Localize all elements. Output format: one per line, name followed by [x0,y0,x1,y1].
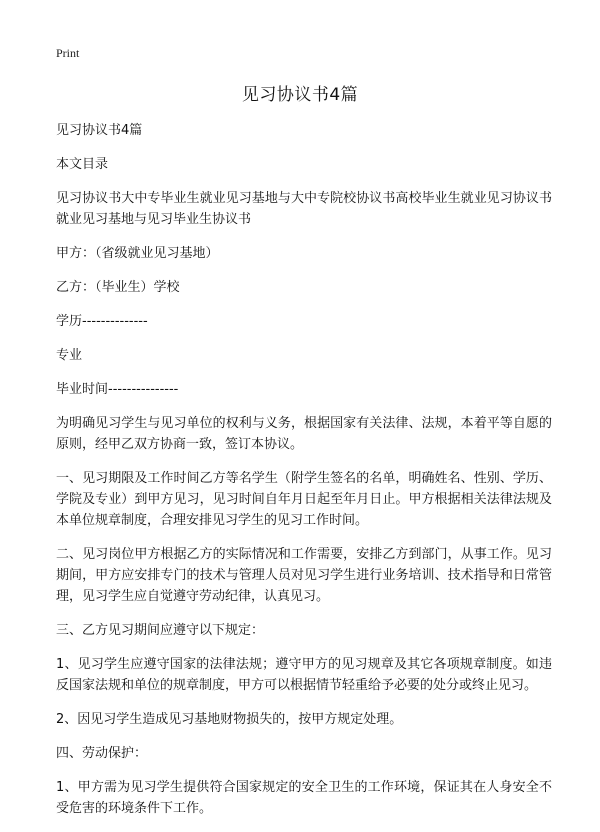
paragraph-clause-4-heading: 四、劳动保护： [56,746,148,761]
paragraph-clause-1: 一、见习期限及工作时间乙方等名学生（附学生签名的名单，明确姓名、性别、学历、学院及专业）到甲方见习，见习时间自年月日起至年月日止。甲方根据相关法律法规及本单位规章制度，合理安排见习学生的见习工作时间。 [56,471,552,528]
paragraph-graduation-time: 毕业时间--------------- [56,382,179,397]
print-link[interactable]: Print [56,46,80,60]
paragraph-clause-4-item-1: 1、甲方需为见习学生提供符合国家规定的安全卫生的工作环境，保证其在人身安全不受危害的环境条件下工作。 [56,780,552,816]
paragraph-party-a: 甲方：（省级就业见习基地） [56,246,219,261]
paragraph-clause-3-item-1: 1、见习学生应遵守国家的法律法规；遵守甲方的见习规章及其它各项规章制度。如违反国家法规和单位的规章制度，甲方可以根据情节轻重给予必要的处分或终止见习。 [56,657,552,693]
document-title: 见习协议书4篇 [241,85,359,105]
paragraph-clause-3-item-2: 2、因见习学生造成见习基地财物损失的，按甲方规定处理。 [56,712,403,727]
paragraph-toc-label: 本文目录 [56,157,109,172]
paragraph-clause-2: 二、见习岗位甲方根据乙方的实际情况和工作需要，安排乙方到部门，从事工作。见习期间，甲方应安排专门的技术与管理人员对见习学生进行业务培训、技术指导和日常管理，见习学生应自觉遵守劳动纪律，认真见习。 [56,547,552,604]
paragraph-clause-3-heading: 三、乙方见习期间应遵守以下规定： [56,623,265,638]
paragraph-preamble: 为明确见习学生与见习单位的权利与义务，根据国家有关法律、法规，本着平等自愿的原则，经甲乙双方协商一致，签订本协议。 [56,416,552,452]
paragraph-party-b: 乙方：（毕业生）学校 [56,280,180,295]
paragraph-education: 学历-------------- [56,314,148,329]
paragraph-toc-entries: 见习协议书大中专毕业生就业见习基地与大中专院校协议书高校毕业生就业见习协议书就业见习基地与见习毕业生协议书 [56,191,552,227]
paragraph-heading-repeat: 见习协议书4篇 [56,123,143,138]
paragraph-major: 专业 [56,348,83,363]
document-body [56,120,552,832]
